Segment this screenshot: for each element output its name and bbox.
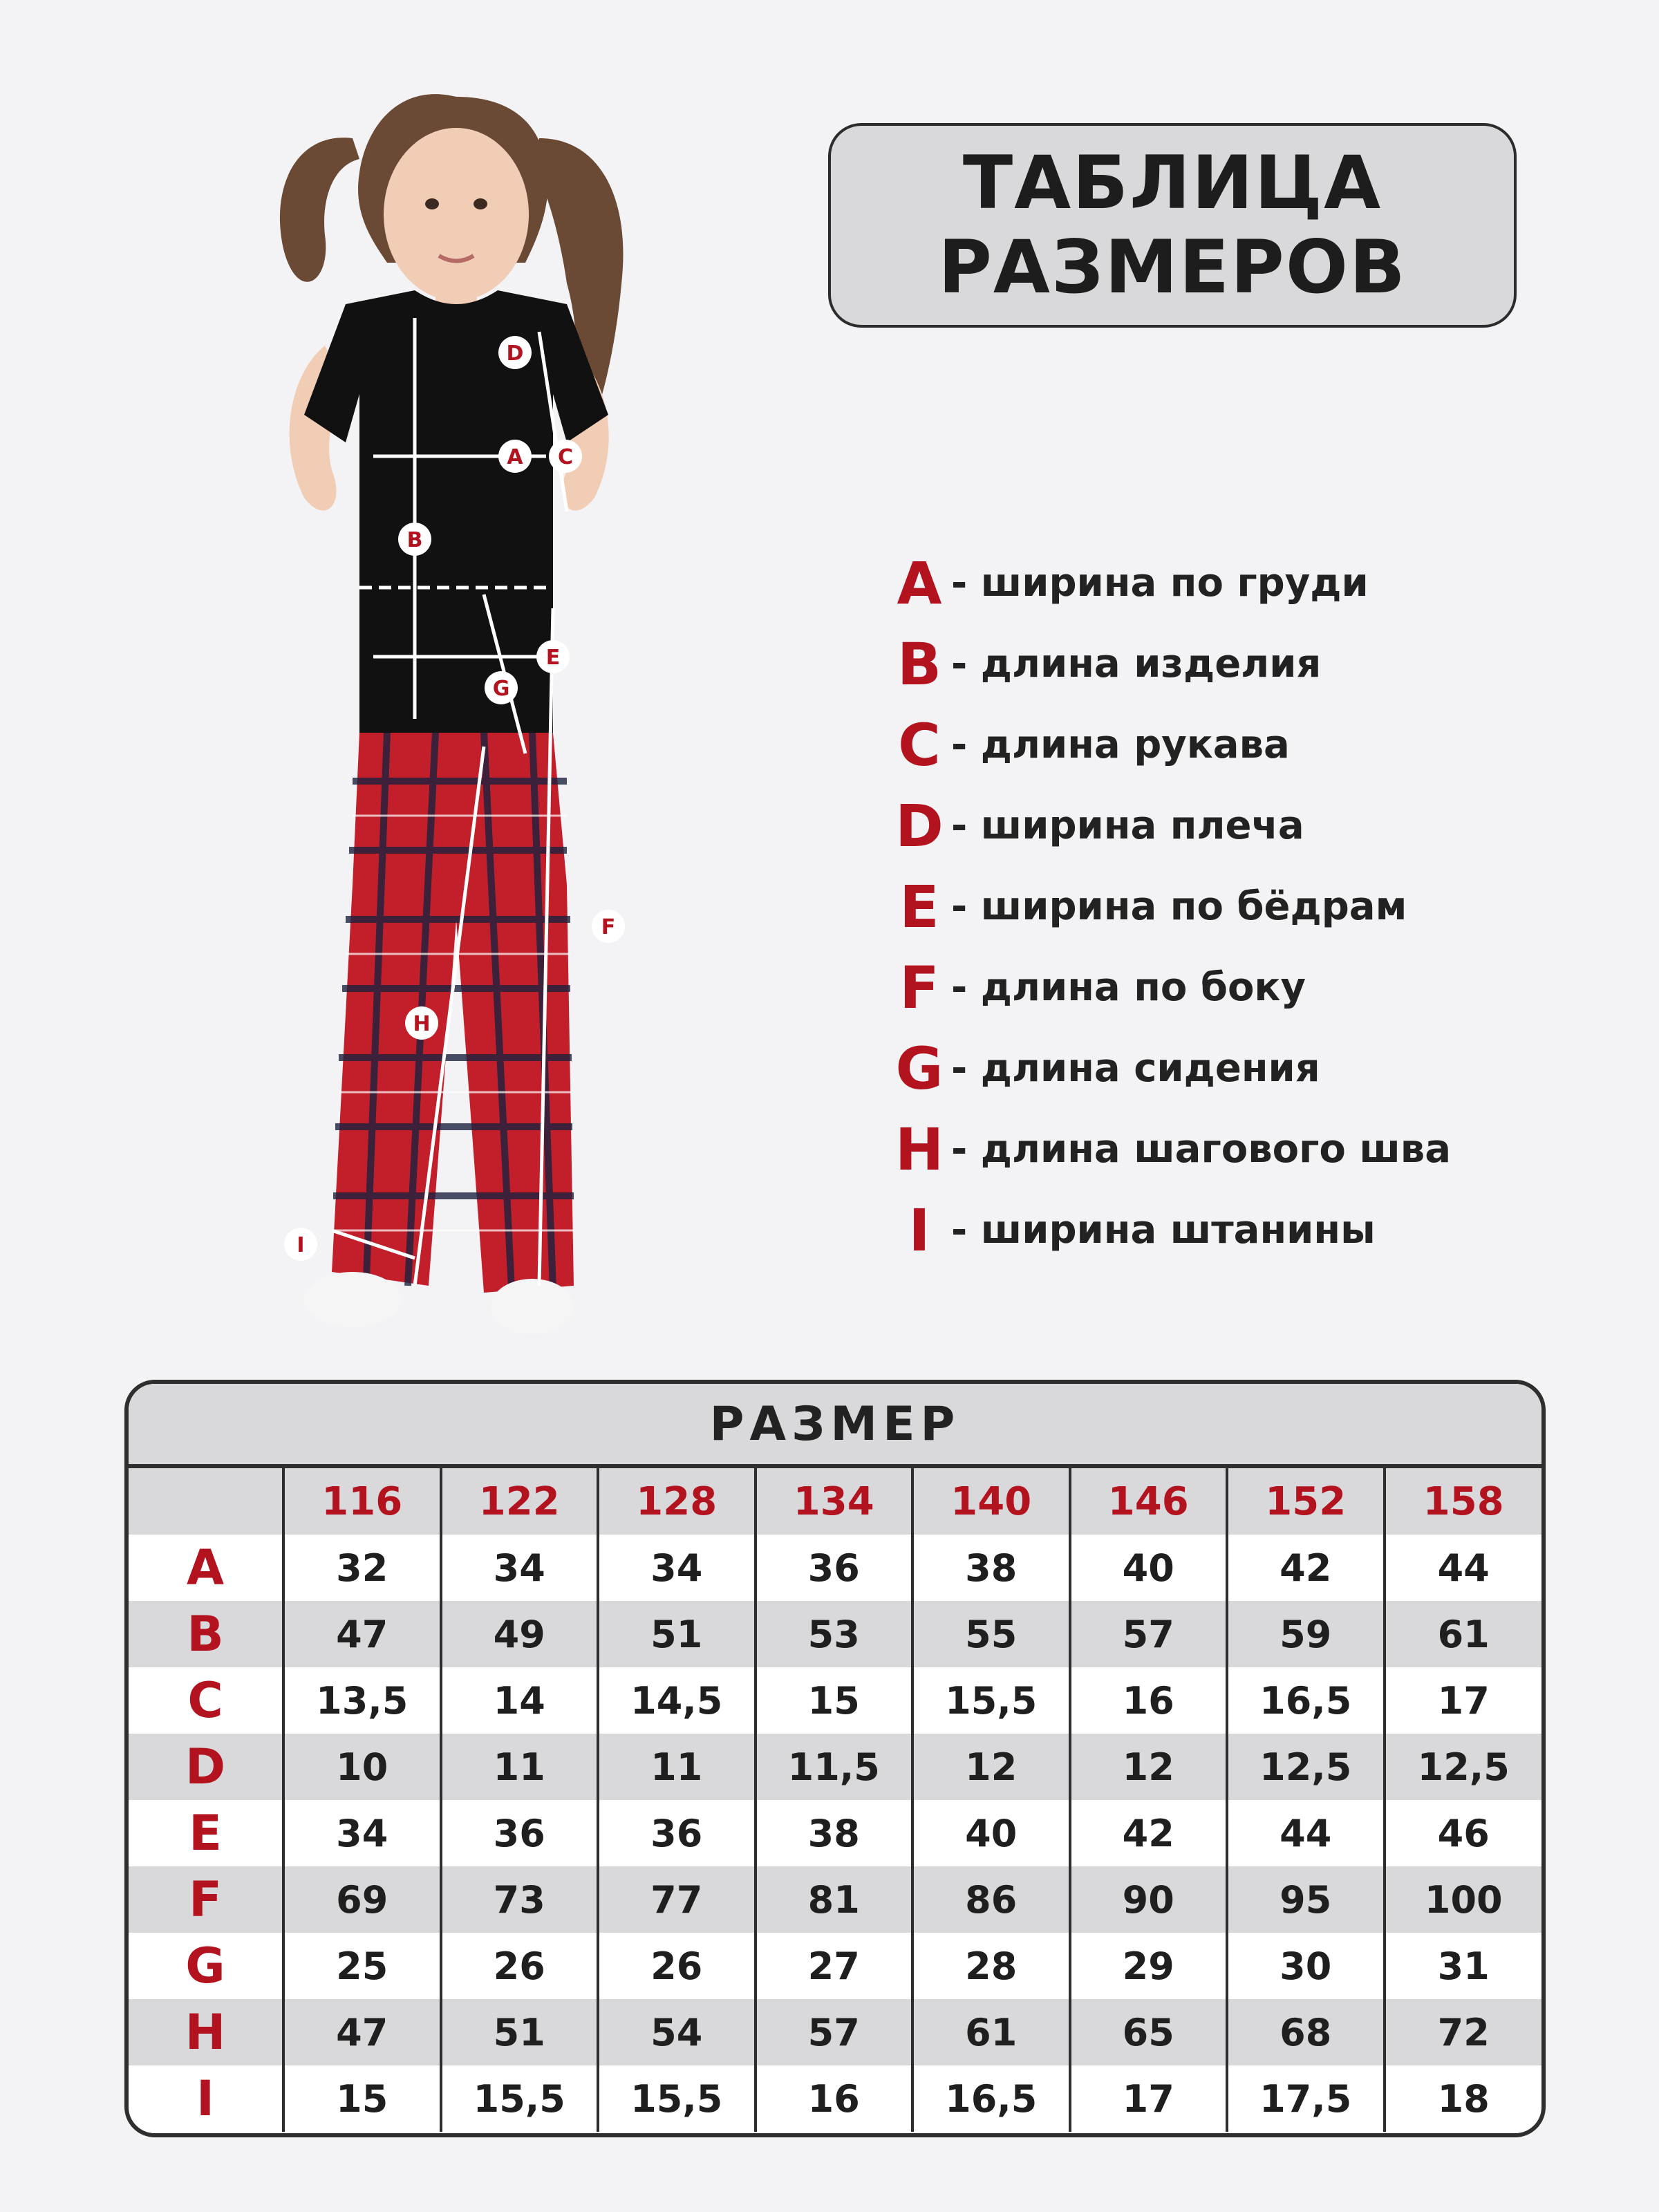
table-row xyxy=(129,2065,1541,2132)
table-cell: 10 xyxy=(283,1734,441,1800)
table-cell: 57 xyxy=(1070,1601,1228,1667)
table-cell: 16 xyxy=(756,2065,913,2132)
table-cell: 36 xyxy=(441,1800,599,1866)
table-cell: 12,5 xyxy=(1385,1734,1542,1800)
table-cell: 47 xyxy=(283,1999,441,2065)
legend-text: - ширина по груди xyxy=(951,561,1369,606)
row-label: B xyxy=(129,1601,283,1667)
table-cell: 51 xyxy=(441,1999,599,2065)
table-cell: 13,5 xyxy=(283,1667,441,1734)
table-cell: 17,5 xyxy=(1227,2065,1385,2132)
table-cell: 27 xyxy=(756,1933,913,1999)
svg-text:H: H xyxy=(413,1012,431,1036)
table-cell: 73 xyxy=(441,1866,599,1933)
table-cell: 49 xyxy=(441,1601,599,1667)
table-cell: 44 xyxy=(1385,1535,1542,1601)
table-cell: 44 xyxy=(1227,1800,1385,1866)
legend-text: - длина рукава xyxy=(951,722,1290,767)
svg-text:D: D xyxy=(506,341,524,366)
table-cell: 12,5 xyxy=(1227,1734,1385,1800)
row-label: G xyxy=(185,1938,225,1994)
legend-item-a xyxy=(892,543,1514,624)
svg-text:B: B xyxy=(406,528,423,552)
legend-item-b xyxy=(892,624,1514,704)
table-cell: 38 xyxy=(912,1535,1070,1601)
legend-letter: G xyxy=(895,1034,944,1103)
svg-text:I: I xyxy=(297,1233,305,1257)
table-cell: 90 xyxy=(1070,1866,1228,1933)
table-cell: 15,5 xyxy=(598,2065,756,2132)
measurement-legend xyxy=(892,543,1514,1271)
legend-letter: I xyxy=(908,1196,930,1264)
table-cell: 18 xyxy=(1385,2065,1542,2132)
table-cell: 16,5 xyxy=(1227,1667,1385,1734)
row-label: C xyxy=(187,1672,223,1729)
svg-text:E: E xyxy=(545,646,561,670)
table-cell: 15,5 xyxy=(441,2065,599,2132)
row-label: I xyxy=(196,2070,215,2127)
table-cell: 14,5 xyxy=(598,1667,756,1734)
table-cell: 65 xyxy=(1070,1999,1228,2065)
table-cell: 11 xyxy=(441,1734,599,1800)
table-row xyxy=(129,1866,1541,1933)
legend-letter: E xyxy=(899,872,939,941)
legend-letter: B xyxy=(897,630,942,698)
legend-item-d xyxy=(892,785,1514,866)
table-cell: 59 xyxy=(1227,1601,1385,1667)
size-header-cell: 122 xyxy=(441,1468,599,1535)
legend-text: - длина по боку xyxy=(951,965,1306,1010)
table-cell: 68 xyxy=(1227,1999,1385,2065)
table-cell: 16,5 xyxy=(912,2065,1070,2132)
legend-item-e xyxy=(892,866,1514,947)
table-cell: 12 xyxy=(1070,1734,1228,1800)
table-cell: 100 xyxy=(1385,1866,1542,1933)
table-cell: 72 xyxy=(1385,1999,1542,2065)
table-cell: 25 xyxy=(283,1933,441,1999)
table-cell: 42 xyxy=(1070,1800,1228,1866)
legend-text: - ширина плеча xyxy=(951,803,1304,848)
table-cell: 40 xyxy=(912,1800,1070,1866)
table-cell: 11 xyxy=(598,1734,756,1800)
table-cell: 15 xyxy=(756,1667,913,1734)
table-cell: 17 xyxy=(1070,2065,1228,2132)
size-header-cell: 140 xyxy=(912,1468,1070,1535)
table-cell: 77 xyxy=(598,1866,756,1933)
table-row xyxy=(129,1601,1541,1667)
legend-letter: D xyxy=(895,791,944,860)
legend-item-i xyxy=(892,1190,1514,1271)
legend-text: - длина шагового шва xyxy=(951,1127,1452,1172)
table-cell: 86 xyxy=(912,1866,1070,1933)
legend-text: - ширина штанины xyxy=(951,1208,1376,1253)
size-grid xyxy=(129,1468,1541,2132)
size-header-cell: 134 xyxy=(756,1468,913,1535)
row-label: D xyxy=(129,1734,283,1800)
table-cell: 61 xyxy=(912,1999,1070,2065)
table-cell: 69 xyxy=(283,1866,441,1933)
legend-text: - длина сидения xyxy=(951,1046,1320,1091)
size-header-cell: 146 xyxy=(1070,1468,1228,1535)
row-label: E xyxy=(189,1805,222,1862)
table-cell: 30 xyxy=(1227,1933,1385,1999)
model-photo xyxy=(124,55,788,1382)
table-cell: 81 xyxy=(756,1866,913,1933)
size-header-cell: 158 xyxy=(1385,1468,1542,1535)
table-cell: 26 xyxy=(598,1933,756,1999)
table-cell: 47 xyxy=(283,1601,441,1667)
table-cell: 38 xyxy=(756,1800,913,1866)
row-label: A xyxy=(186,1539,225,1596)
table-row xyxy=(129,1999,1541,2065)
title-line-2: РАЗМЕРОВ xyxy=(938,225,1407,310)
table-cell: 51 xyxy=(598,1601,756,1667)
table-cell: 32 xyxy=(283,1535,441,1601)
table-cell: 29 xyxy=(1070,1933,1228,1999)
table-cell: 11,5 xyxy=(756,1734,913,1800)
legend-item-f xyxy=(892,947,1514,1028)
size-table-title: РАЗМЕР xyxy=(129,1384,1541,1468)
legend-text: - длина изделия xyxy=(951,641,1322,686)
table-cell: 54 xyxy=(598,1999,756,2065)
legend-letter: A xyxy=(897,549,942,617)
table-cell: 15,5 xyxy=(912,1667,1070,1734)
size-table xyxy=(124,1380,1546,2137)
table-cell: 42 xyxy=(1227,1535,1385,1601)
table-cell: 28 xyxy=(912,1933,1070,1999)
size-header-cell: 128 xyxy=(598,1468,756,1535)
title-line-1: ТАБЛИЦА xyxy=(962,140,1382,225)
table-cell: 46 xyxy=(1385,1800,1542,1866)
table-row xyxy=(129,1535,1541,1601)
table-cell: 95 xyxy=(1227,1866,1385,1933)
size-header-cell: 116 xyxy=(283,1468,441,1535)
table-cell: 12 xyxy=(912,1734,1070,1800)
table-cell: 36 xyxy=(756,1535,913,1601)
table-cell: 53 xyxy=(756,1601,913,1667)
table-row xyxy=(129,1800,1541,1866)
svg-text:F: F xyxy=(601,915,616,939)
table-cell: 34 xyxy=(441,1535,599,1601)
legend-letter: F xyxy=(899,953,939,1022)
row-label: H xyxy=(129,1999,283,2065)
table-cell: 14 xyxy=(441,1667,599,1734)
page-title xyxy=(828,123,1517,328)
table-row xyxy=(129,1933,1541,1999)
table-cell: 26 xyxy=(441,1933,599,1999)
table-cell: 31 xyxy=(1385,1933,1542,1999)
legend-item-g xyxy=(892,1028,1514,1109)
svg-text:G: G xyxy=(492,677,510,701)
table-cell: 34 xyxy=(598,1535,756,1601)
size-header-row xyxy=(129,1468,1541,1535)
table-cell: 17 xyxy=(1385,1667,1542,1734)
svg-text:C: C xyxy=(557,445,574,469)
row-label: F xyxy=(129,1866,283,1933)
corner-cell xyxy=(129,1468,283,1535)
table-cell: 16 xyxy=(1070,1667,1228,1734)
table-cell: 61 xyxy=(1385,1601,1542,1667)
table-cell: 57 xyxy=(756,1999,913,2065)
size-header-cell: 152 xyxy=(1227,1468,1385,1535)
table-cell: 15 xyxy=(283,2065,441,2132)
legend-letter: H xyxy=(894,1115,944,1183)
legend-item-c xyxy=(892,704,1514,785)
table-cell: 40 xyxy=(1070,1535,1228,1601)
table-row xyxy=(129,1734,1541,1800)
table-cell: 36 xyxy=(598,1800,756,1866)
table-row xyxy=(129,1667,1541,1734)
table-cell: 55 xyxy=(912,1601,1070,1667)
legend-text: - ширина по бёдрам xyxy=(951,884,1407,929)
legend-letter: C xyxy=(898,711,941,779)
table-cell: 34 xyxy=(283,1800,441,1866)
svg-text:A: A xyxy=(507,445,523,469)
legend-item-h xyxy=(892,1109,1514,1190)
